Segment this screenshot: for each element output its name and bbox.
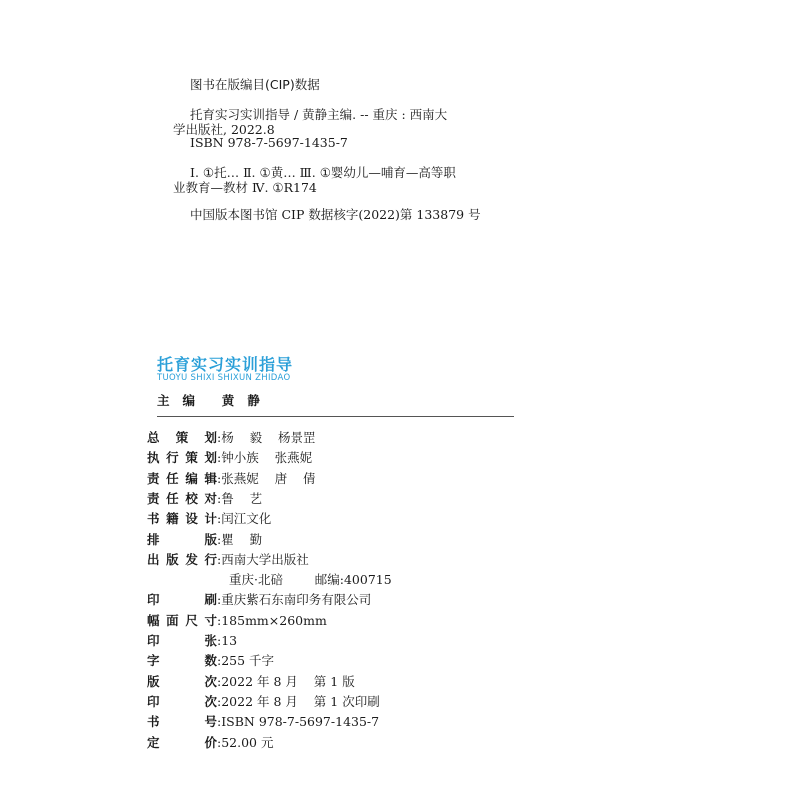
credit-value: 13 [221,633,238,648]
credit-row [147,712,379,730]
credit-colon: : [217,714,222,730]
credit-label: 版次 [147,673,217,689]
credit-colon: : [217,430,222,445]
credit-row [147,590,371,608]
credit-value: 185mm×260mm [221,612,327,628]
credit-row [147,469,316,487]
credit-row [147,570,392,588]
credit-label: 定价 [147,734,217,750]
credit-label: 排版 [147,531,217,547]
credit-label: 出版发行 [147,551,217,567]
credit-value: 52.00 元 [221,734,274,750]
credit-value: 2022 年 8 月 第 1 版 [221,673,355,689]
credit-value: 重庆紫石东南印务有限公司 [221,592,372,608]
credit-row [147,530,262,548]
credit-row [147,651,274,669]
credit-label: 印刷 [147,592,217,608]
book-title: 托育实习实训指导 [157,355,294,374]
credit-label: 责任校对 [147,490,217,506]
credit-row [147,509,271,527]
book-pinyin: TUOYU SHIXI SHIXUN ZHIDAO [157,373,291,383]
credit-value: 西南大学出版社 [221,551,309,567]
credit-colon: : [217,470,222,486]
cip-line-4: Ⅰ. ①托… Ⅱ. ①黄… Ⅲ. ①婴幼儿—哺育—高等职 [190,165,456,180]
credit-value: 重庆·北碚 邮编:400715 [229,572,392,588]
credit-label: 字数 [147,653,217,669]
credit-label: 执行策划 [147,450,217,466]
credit-label: 书号 [147,714,217,730]
editor-line [157,391,260,409]
cip-line-1: 托育实习实训指导 / 黄静主编. -- 重庆 : 西南大 [190,107,448,122]
credit-colon: : [217,612,222,628]
credit-value: 鲁 艺 [221,490,263,506]
credit-value: ISBN 978-7-5697-1435-7 [221,714,380,730]
editor-name: 黄 静 [221,393,260,408]
credit-colon: : [217,633,222,648]
credit-row [147,672,355,690]
credit-value: 2022 年 8 月 第 1 次印刷 [221,693,380,709]
credit-colon: : [217,734,222,750]
cip-heading: 图书在版编目(CIP)数据 [190,77,320,92]
editor-label: 主 编 [157,393,196,408]
credit-row [147,733,273,751]
credit-colon: : [217,673,222,689]
credit-value: 闰江文化 [221,511,272,527]
credit-row [147,448,312,466]
cip-line-2: 学出版社, 2022.8 [173,122,275,137]
credit-row [147,631,237,649]
credit-colon: : [217,653,222,669]
credit-label: 印次 [147,693,217,709]
credit-label: 总策划 [147,430,217,445]
cip-line-3: ISBN 978-7-5697-1435-7 [190,135,348,150]
cip-line-5: 业教育—教材 Ⅳ. ①R174 [173,180,317,195]
credit-colon: : [217,592,222,608]
credit-value: 255 千字 [221,653,275,669]
credit-colon: : [217,693,222,709]
credit-value: 杨 毅 杨景罡 [221,430,316,445]
credit-row [147,692,380,710]
credit-colon: : [217,531,222,547]
credit-label: 幅面尺寸 [147,612,217,628]
credit-value: 瞿 勤 [221,531,263,547]
credit-value: 钟小族 张燕妮 [221,450,313,466]
credit-label: 责任编辑 [147,470,217,486]
credit-colon: : [217,511,222,527]
credit-label: 印张 [147,633,217,648]
credit-value: 张燕妮 唐 倩 [221,470,316,486]
credit-colon: : [217,450,222,466]
credit-row [147,428,316,446]
cip-line-6: 中国版本图书馆 CIP 数据核字(2022)第 133879 号 [190,207,481,222]
credit-row [147,611,327,629]
credit-colon: : [217,490,222,506]
divider-rule [157,416,514,417]
credit-row [147,550,309,568]
credit-colon: : [217,551,222,567]
credit-row [147,489,262,507]
credit-label: 书籍设计 [147,511,217,527]
